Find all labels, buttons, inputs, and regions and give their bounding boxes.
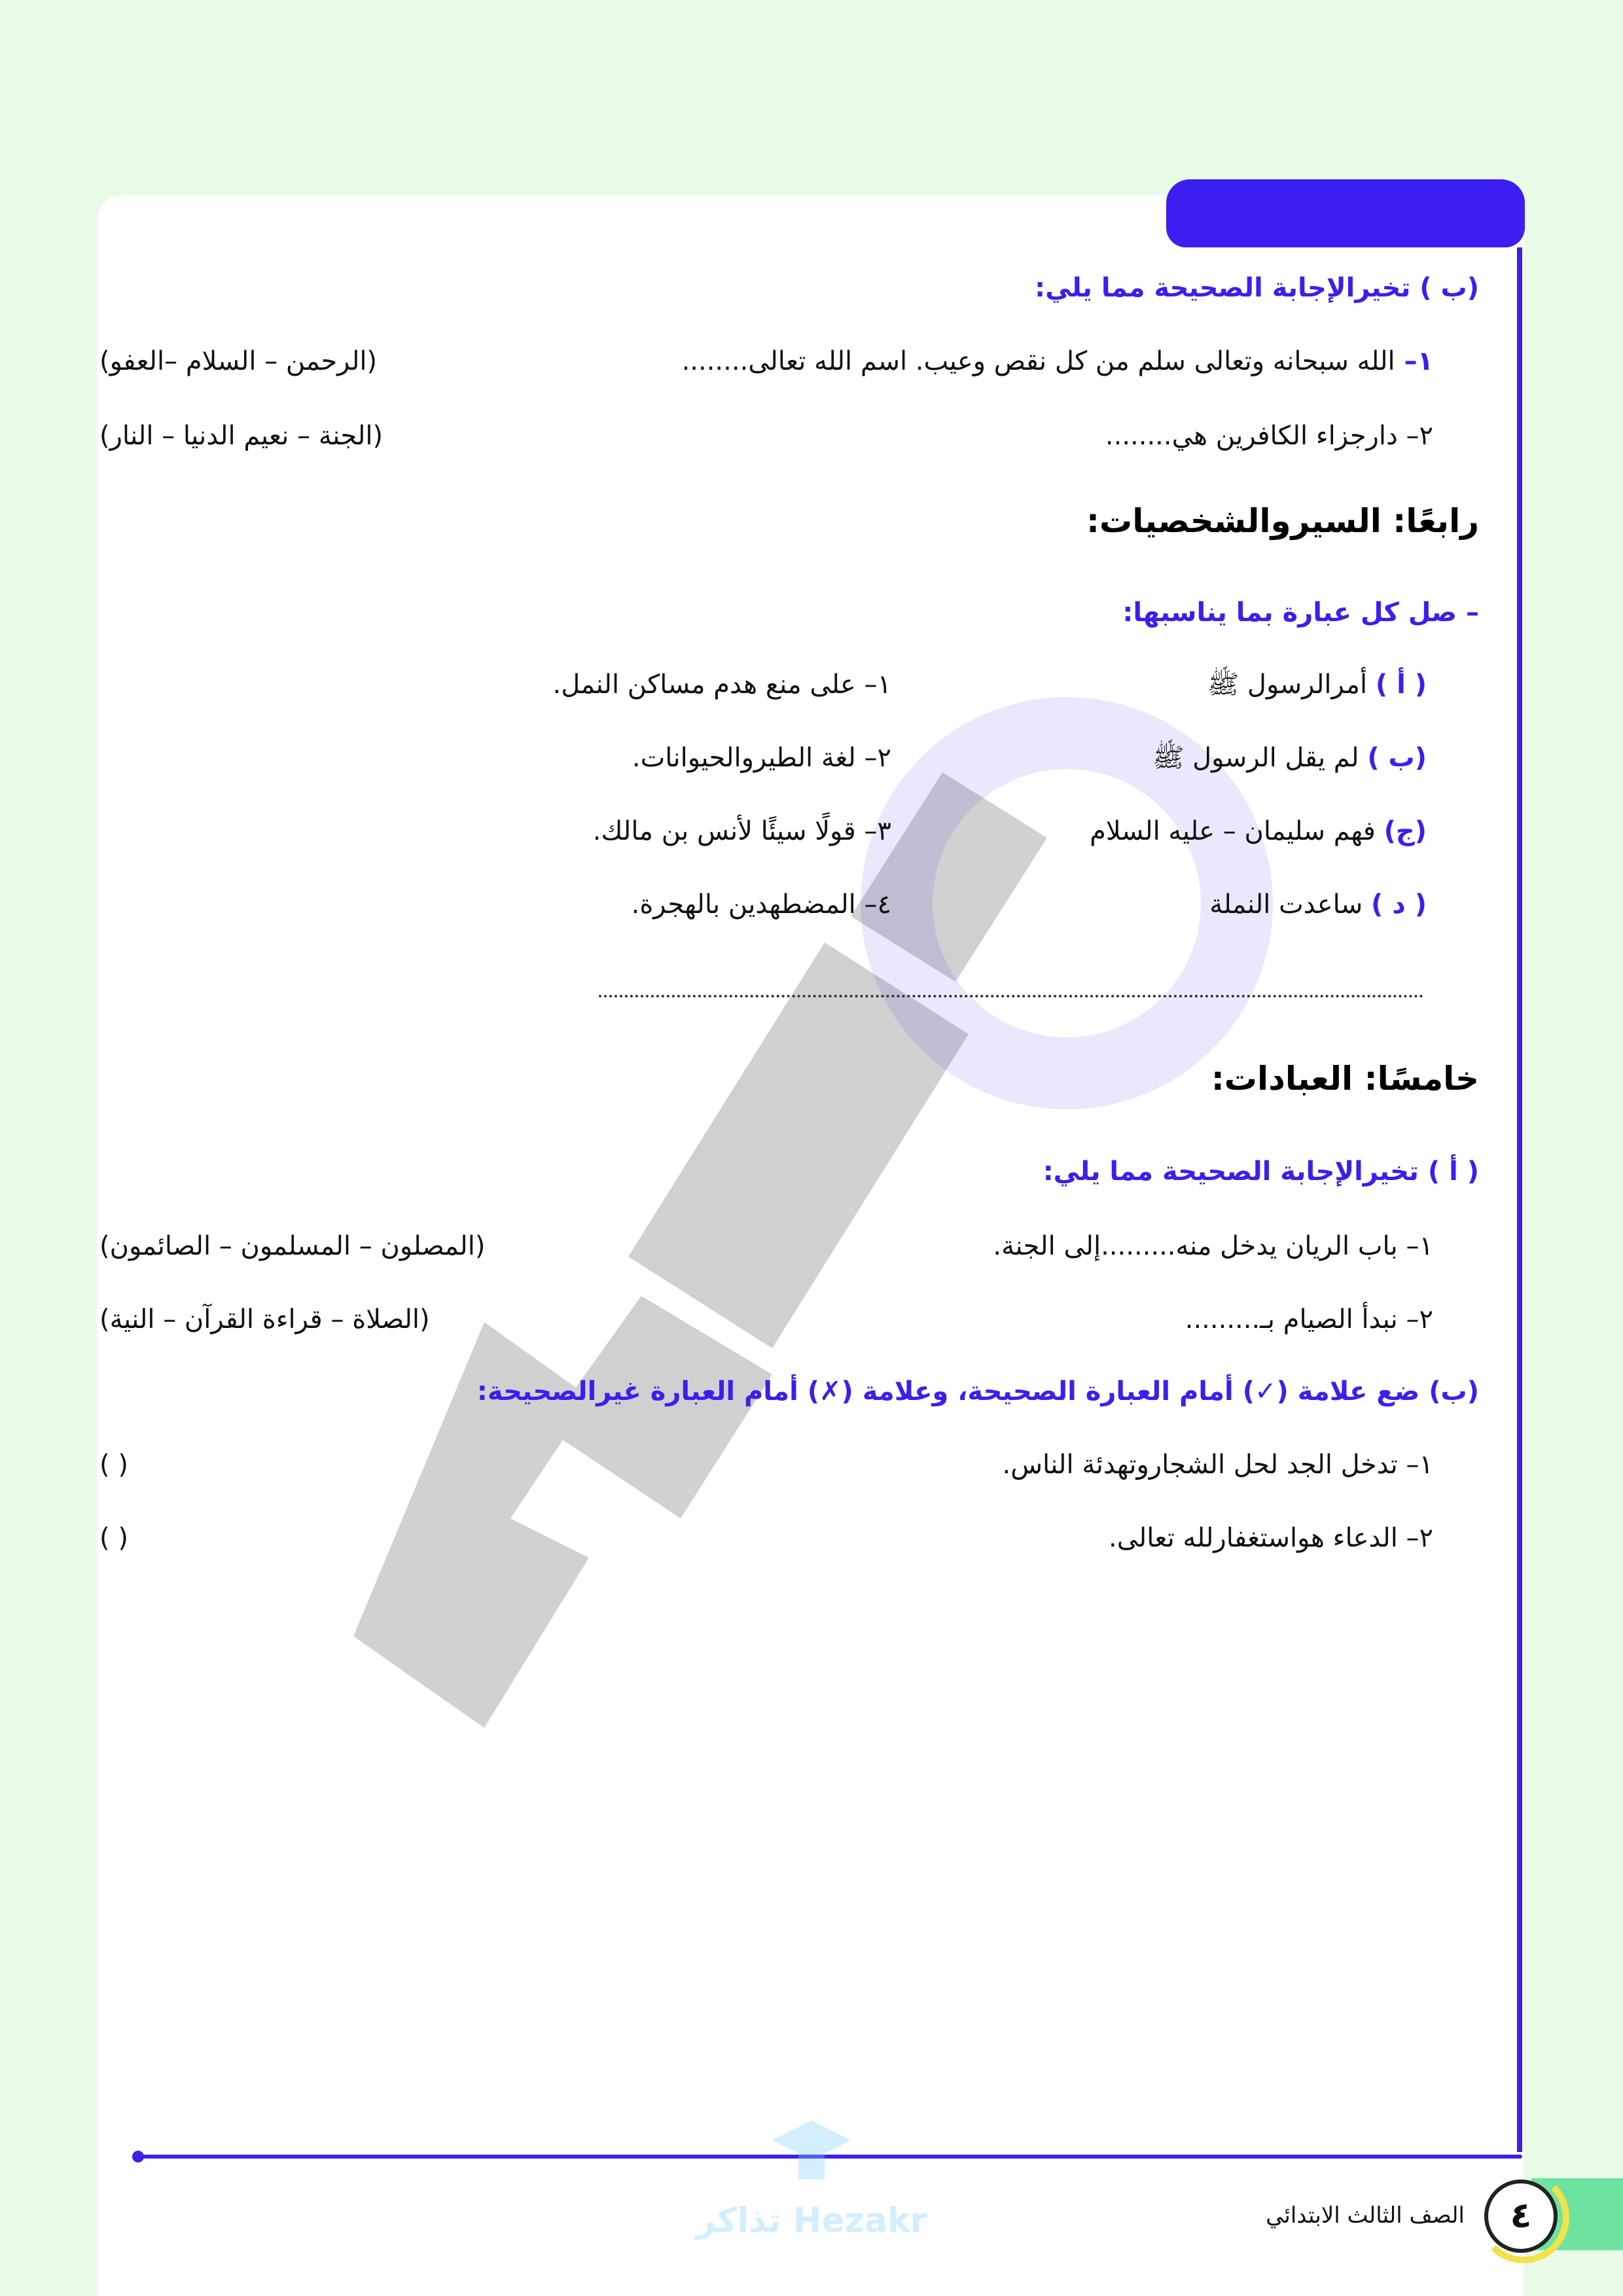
match-text: لم يقل الرسول ﷺ xyxy=(1152,743,1359,773)
question-text: ١– باب الريان يدخل منه.........إلى الجنة. xyxy=(993,1231,1433,1261)
question-text: دارجزاء الكافرين هي........ xyxy=(1105,421,1398,451)
match-right-item: ١– على منع هدم مساكن النمل. xyxy=(552,670,891,700)
statement-text: ٢– الدعاء هواستغفارلله تعالى. xyxy=(1108,1523,1433,1553)
section-5a-heading: ( أ ) تخيرالإجابة الصحيحة مما يلي: xyxy=(1043,1157,1479,1187)
grade-label: الصف الثالث الابتدائي xyxy=(1266,2202,1465,2229)
answer-bracket[interactable]: ( ) xyxy=(99,1523,128,1553)
match-right-item: ٣– قولًا سيئًا لأنس بن مالك. xyxy=(592,816,891,846)
question-number: ٢– xyxy=(1397,421,1433,451)
match-label: ( د ) xyxy=(1371,889,1427,920)
dotted-answer-line xyxy=(599,995,1423,997)
match-text: فهم سليمان – عليه السلام xyxy=(1090,816,1376,846)
answer-bracket[interactable]: ( ) xyxy=(99,1450,128,1480)
answer-options: (الجنة – نعيم الدنيا – النار) xyxy=(99,421,383,451)
page-border-right xyxy=(1517,247,1522,2152)
header-tab xyxy=(1166,179,1525,247)
match-label: (ب ) xyxy=(1367,743,1427,773)
match-label: ( أ ) xyxy=(1375,670,1427,700)
answer-options: (المصلون – المسلمون – الصائمون) xyxy=(99,1231,486,1261)
section-b1-heading: (ب ) تخيرالإجابة الصحيحة مما يلي: xyxy=(1035,273,1479,303)
match-right-item: ٤– المضطهدين بالهجرة. xyxy=(631,889,891,920)
publisher-logo xyxy=(696,2108,927,2258)
match-left-item xyxy=(1090,813,1427,850)
match-text: أمرالرسول ﷺ xyxy=(1207,670,1368,700)
page-number: ٤ xyxy=(1484,2179,1558,2253)
match-left-item xyxy=(1209,886,1427,923)
question-number: ١– xyxy=(1395,346,1433,376)
question-text: ٢– نبدأ الصيام بـ......... xyxy=(1185,1304,1433,1335)
question-item xyxy=(1105,418,1433,454)
section-4-title: رابعًا: السيروالشخصيات: xyxy=(1086,502,1479,540)
match-right-item: ٢– لغة الطيروالحيوانات. xyxy=(632,743,891,773)
section-5-title: خامسًا: العبادات: xyxy=(1211,1060,1479,1098)
section-5b-heading: (ب) ضع علامة (✓) أمام العبارة الصحيحة، وعلامة (✗) أمام العبارة غيرالصحيحة: xyxy=(476,1376,1479,1407)
svg-text:تذاكر Hezakr: تذاكر Hezakr xyxy=(696,2201,927,2240)
question-text: الله سبحانه وتعالى سلم من كل نقص وعيب. اسم الله تعالى........ xyxy=(681,346,1395,376)
statement-text: ١– تدخل الجد لحل الشجاروتهدئة الناس. xyxy=(1002,1450,1433,1480)
match-left-item xyxy=(1152,740,1427,776)
match-left-item xyxy=(1207,666,1427,703)
section-4-instruction: – صل كل عبارة بما يناسبها: xyxy=(1122,598,1479,628)
match-text: ساعدت النملة xyxy=(1209,889,1363,920)
footer-divider-dot xyxy=(132,2151,144,2162)
answer-options: (الصلاة – قراءة القرآن – النية) xyxy=(99,1304,430,1335)
answer-options: (الرحمن – السلام –العفو) xyxy=(99,346,378,376)
question-item xyxy=(682,343,1433,380)
match-label: (ج) xyxy=(1383,816,1427,846)
